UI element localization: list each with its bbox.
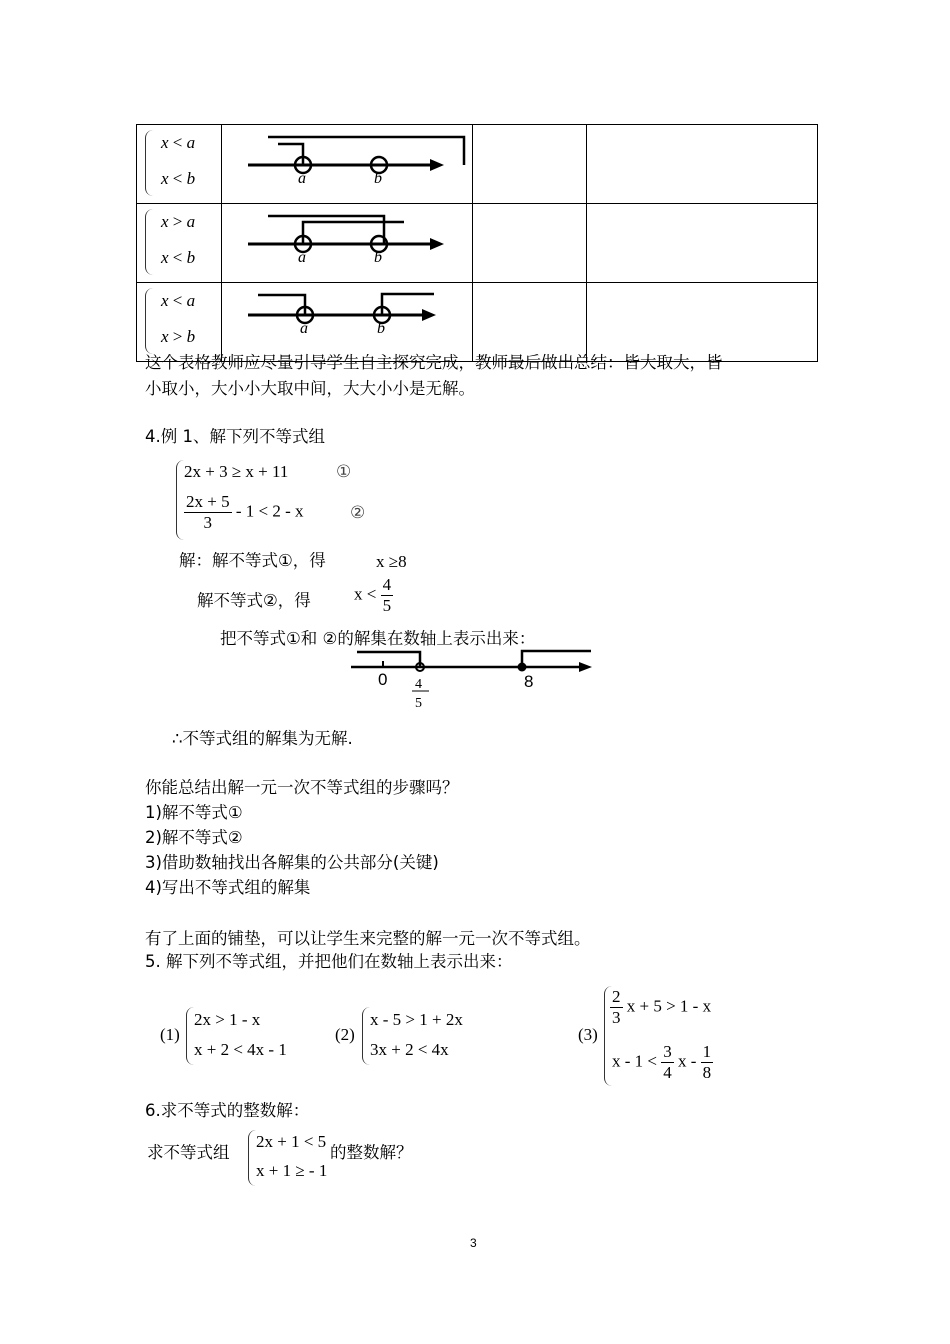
table-row <box>137 204 818 283</box>
number-line-cell <box>222 204 473 283</box>
empty-cell <box>587 125 818 204</box>
empty-cell <box>473 204 587 283</box>
op: < <box>172 291 183 310</box>
example-1-title: 4.例 1、解下列不等式组 <box>145 427 325 446</box>
empty-cell <box>587 283 818 362</box>
problem-3-line-1 <box>610 987 711 1028</box>
axis-label-zero: 0 <box>378 670 388 689</box>
numerator: 3 <box>663 1042 672 1061</box>
var: x <box>161 327 169 346</box>
op: < <box>172 169 183 188</box>
table-row <box>137 125 818 204</box>
label-a: a <box>298 170 306 187</box>
label-b: b <box>377 320 385 337</box>
solution-line-2: 解不等式②，得 <box>197 591 311 610</box>
example-6-line-2: x + 1 ≥ - 1 <box>256 1161 328 1180</box>
var: x <box>161 212 169 231</box>
empty-cell <box>473 283 587 362</box>
solution-line-1: 解：解不等式①，得 <box>179 551 326 570</box>
problem-3-label: (3) <box>578 1025 598 1044</box>
expr-rest: - 1 < 2 - x <box>235 501 304 521</box>
op: > <box>172 327 183 346</box>
problem-1-label: (1) <box>160 1025 180 1044</box>
system-cell <box>137 283 222 362</box>
denominator: 3 <box>203 513 213 532</box>
problem-1-line-1: 2x > 1 - x <box>194 1010 261 1029</box>
numerator: 4 <box>382 575 392 594</box>
example-1-number-line <box>345 645 600 715</box>
denominator: 8 <box>702 1063 712 1082</box>
numerator: 2x + 5 <box>186 492 230 511</box>
summary-line-2: 小取小，大小小大取中间，大大小小是无解。 <box>145 379 475 398</box>
system-cell <box>137 125 222 204</box>
ex1-equation-2 <box>184 492 304 533</box>
example-6-prefix: 求不等式组 <box>147 1143 230 1162</box>
example-6-title: 6.求不等式的整数解： <box>145 1101 310 1120</box>
number-line-diagram <box>222 125 472 199</box>
denominator: 5 <box>382 596 392 615</box>
solution-result-2 <box>354 575 393 616</box>
axis-label-frac-num: 4 <box>415 677 422 692</box>
example-6-line-1: 2x + 1 < 5 <box>256 1132 327 1151</box>
numerator: 2 <box>612 987 621 1006</box>
denominator: 3 <box>612 1008 621 1027</box>
var: x <box>161 133 169 152</box>
denominator: 4 <box>663 1063 672 1082</box>
var: x <box>161 291 169 310</box>
op: < <box>172 133 183 152</box>
ex1-equation-1: 2x + 3 ≥ x + 11 <box>184 462 289 481</box>
op: < <box>172 248 183 267</box>
problem-2-line-1: x - 5 > 1 + 2x <box>370 1010 463 1029</box>
circled-two: ② <box>350 503 366 522</box>
expr-left: x < <box>354 584 377 604</box>
transition-text: 有了上面的铺垫，可以让学生来完整的解一元一次不等式组。 <box>145 929 591 948</box>
number-line-cell <box>222 283 473 362</box>
example-6-suffix: 的整数解？ <box>330 1143 413 1162</box>
summary-line-1: 这个表格教师应尽量引导学生自主探究完成，教师最后做出总结：皆大取大，皆 <box>145 353 723 372</box>
problem-2-line-2: 3x + 2 < 4x <box>370 1040 449 1059</box>
expr-mid: x - <box>678 1051 697 1071</box>
solution-line-3: 把不等式①和 ②的解集在数轴上表示出来： <box>220 629 536 648</box>
empty-cell <box>587 204 818 283</box>
inequality-table <box>136 124 818 362</box>
circled-one: ① <box>336 462 352 481</box>
number-line-diagram <box>222 204 472 278</box>
problem-3-line-2 <box>612 1042 713 1083</box>
op: > <box>172 212 183 231</box>
val: b <box>186 248 196 267</box>
val: b <box>186 169 196 188</box>
system-cell <box>137 204 222 283</box>
label-a: a <box>298 249 306 266</box>
val: b <box>186 327 196 346</box>
var: x <box>161 169 169 188</box>
step-2: 2)解不等式② <box>145 828 243 847</box>
conclusion: ∴不等式组的解集为无解. <box>172 729 353 748</box>
step-3: 3)借助数轴找出各解集的公共部分(关键) <box>145 853 439 872</box>
numerator: 1 <box>702 1042 712 1061</box>
problem-1-line-2: x + 2 < 4x - 1 <box>194 1040 287 1059</box>
number-line-cell <box>222 125 473 204</box>
var: x <box>161 248 169 267</box>
example-5-title: 5. 解下列不等式组，并把他们在数轴上表示出来： <box>145 952 513 971</box>
empty-cell <box>473 125 587 204</box>
page-number: 3 <box>470 1236 477 1250</box>
axis-label-eight: 8 <box>524 672 534 691</box>
expr-rest: x + 5 > 1 - x <box>626 996 712 1016</box>
number-line-diagram <box>222 283 472 357</box>
label-b: b <box>374 170 382 187</box>
step-1: 1)解不等式① <box>145 803 243 822</box>
val: a <box>186 212 196 231</box>
label-a: a <box>300 320 308 337</box>
problem-2-label: (2) <box>335 1025 355 1044</box>
steps-question: 你能总结出解一元一次不等式组的步骤吗？ <box>145 778 459 797</box>
val: a <box>186 133 196 152</box>
solution-result-1: x ≥8 <box>376 552 407 571</box>
expr-left: x - 1 < <box>612 1051 657 1071</box>
val: a <box>186 291 196 310</box>
table-row <box>137 283 818 362</box>
step-4: 4)写出不等式组的解集 <box>145 878 311 897</box>
label-b: b <box>374 249 382 266</box>
axis-label-frac-den: 5 <box>415 696 422 711</box>
